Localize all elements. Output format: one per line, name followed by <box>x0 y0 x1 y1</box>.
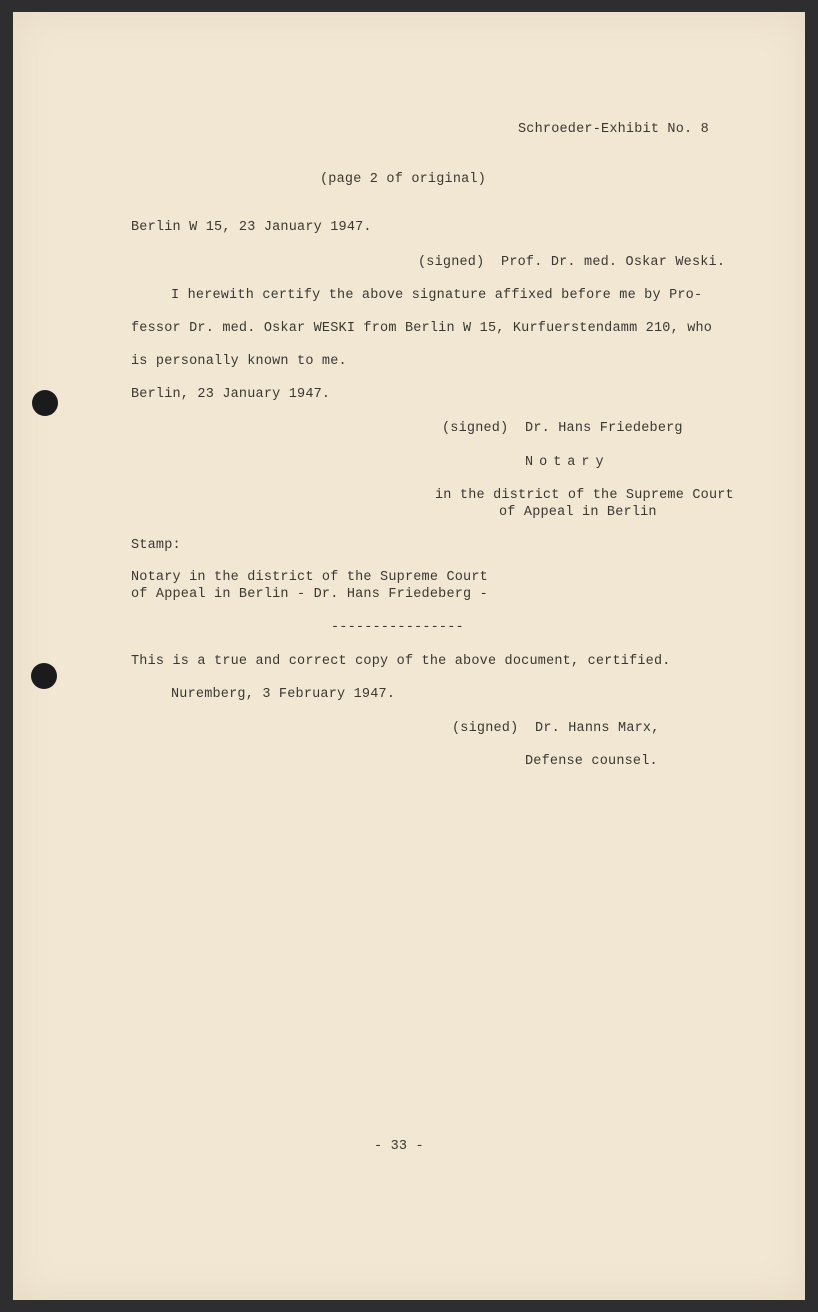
certification-line-2: fessor Dr. med. Oskar WESKI from Berlin W 15, Kurfuerstendamm 210, who <box>131 321 713 336</box>
divider: ---------------- <box>331 620 464 635</box>
signer-role: Defense counsel. <box>525 754 658 769</box>
copy-certification: This is a true and correct copy of the above document, certified. <box>131 654 671 669</box>
certification-line-1: I herewith certify the above signature affixed before me by Pro- <box>171 288 703 303</box>
signature-line-2: (signed) Dr. Hans Friedeberg <box>442 421 683 436</box>
signature-line-3: (signed) Dr. Hanns Marx, <box>452 721 660 736</box>
certification-line-3: is personally known to me. <box>131 354 347 369</box>
punch-hole-top <box>32 390 58 416</box>
exhibit-label: Schroeder-Exhibit No. 8 <box>518 122 709 137</box>
notary-title: Notary <box>525 455 610 470</box>
place-date-1: Berlin W 15, 23 January 1947. <box>131 220 372 235</box>
stamp-text-line-2: of Appeal in Berlin - Dr. Hans Friedeberg - <box>131 587 488 602</box>
notary-district-line-2: of Appeal in Berlin <box>499 505 657 520</box>
stamp-label: Stamp: <box>131 538 181 553</box>
page-note: (page 2 of original) <box>320 172 487 187</box>
document-page <box>13 12 805 1300</box>
stamp-text-line-1: Notary in the district of the Supreme Court <box>131 570 488 585</box>
place-date-2: Berlin, 23 January 1947. <box>131 387 331 402</box>
notary-district-line-1: in the district of the Supreme Court <box>435 488 734 503</box>
signature-line-1: (signed) Prof. Dr. med. Oskar Weski. <box>418 255 726 270</box>
punch-hole-bottom <box>31 663 57 689</box>
page-number: - 33 - <box>374 1139 424 1154</box>
place-date-3: Nuremberg, 3 February 1947. <box>171 687 396 702</box>
